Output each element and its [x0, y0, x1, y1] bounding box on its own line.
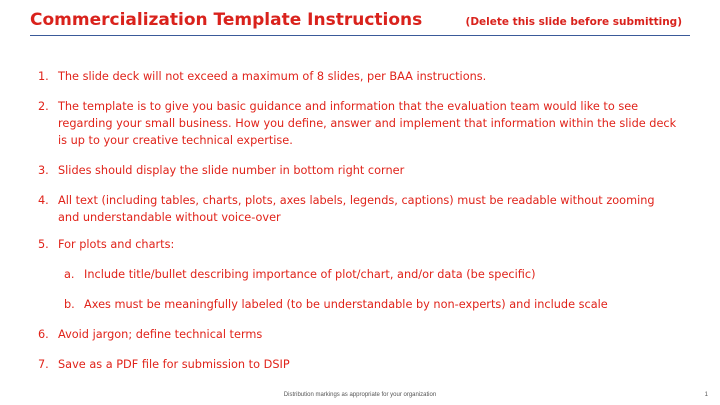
item-number: 4.	[38, 194, 49, 207]
list-item	[38, 326, 718, 343]
item-text: The slide deck will not exceed a maximum of 8 slides, per BAA instructions.	[58, 70, 487, 83]
list-item	[38, 98, 678, 149]
item-number: 6.	[38, 328, 49, 341]
item-text: All text (including tables, charts, plots, axes labels, legends, captions) must be readable without zooming and understandable without voice-over	[58, 194, 655, 224]
list-item	[38, 236, 718, 253]
list-item	[38, 162, 718, 179]
item-text: Include title/bullet describing importance of plot/chart, and/or data (be specific)	[84, 268, 536, 281]
item-number: 5.	[38, 238, 49, 251]
slide-title: Commercialization Template Instructions	[30, 10, 423, 30]
list-item	[38, 192, 658, 226]
item-letter: a.	[64, 268, 75, 281]
item-text: Save as a PDF file for submission to DSIP	[58, 358, 290, 371]
item-text: For plots and charts:	[58, 238, 175, 251]
item-text: Slides should display the slide number in bottom right corner	[58, 164, 405, 177]
item-number: 7.	[38, 358, 49, 371]
slide-number: 1	[704, 392, 708, 398]
item-letter: b.	[64, 298, 75, 311]
sub-list-item	[64, 266, 720, 283]
slide-subtitle: (Delete this slide before submitting)	[465, 16, 682, 28]
item-number: 2.	[38, 100, 49, 113]
item-text: Axes must be meaningfully labeled (to be understandable by non-experts) and include scale	[84, 298, 608, 311]
list-item	[38, 356, 718, 373]
item-text: Avoid jargon; define technical terms	[58, 328, 263, 341]
sub-list-item	[64, 296, 720, 313]
list-item	[38, 68, 718, 85]
item-text: The template is to give you basic guidance and information that the evaluation team would like to see regarding your small business. How you define, answer and implement that information within the slide deck is up to your creative technical expertise.	[58, 100, 677, 147]
distribution-footer: Distribution markings as appropriate for your organization	[283, 392, 437, 398]
item-number: 1.	[38, 70, 49, 83]
item-number: 3.	[38, 164, 49, 177]
